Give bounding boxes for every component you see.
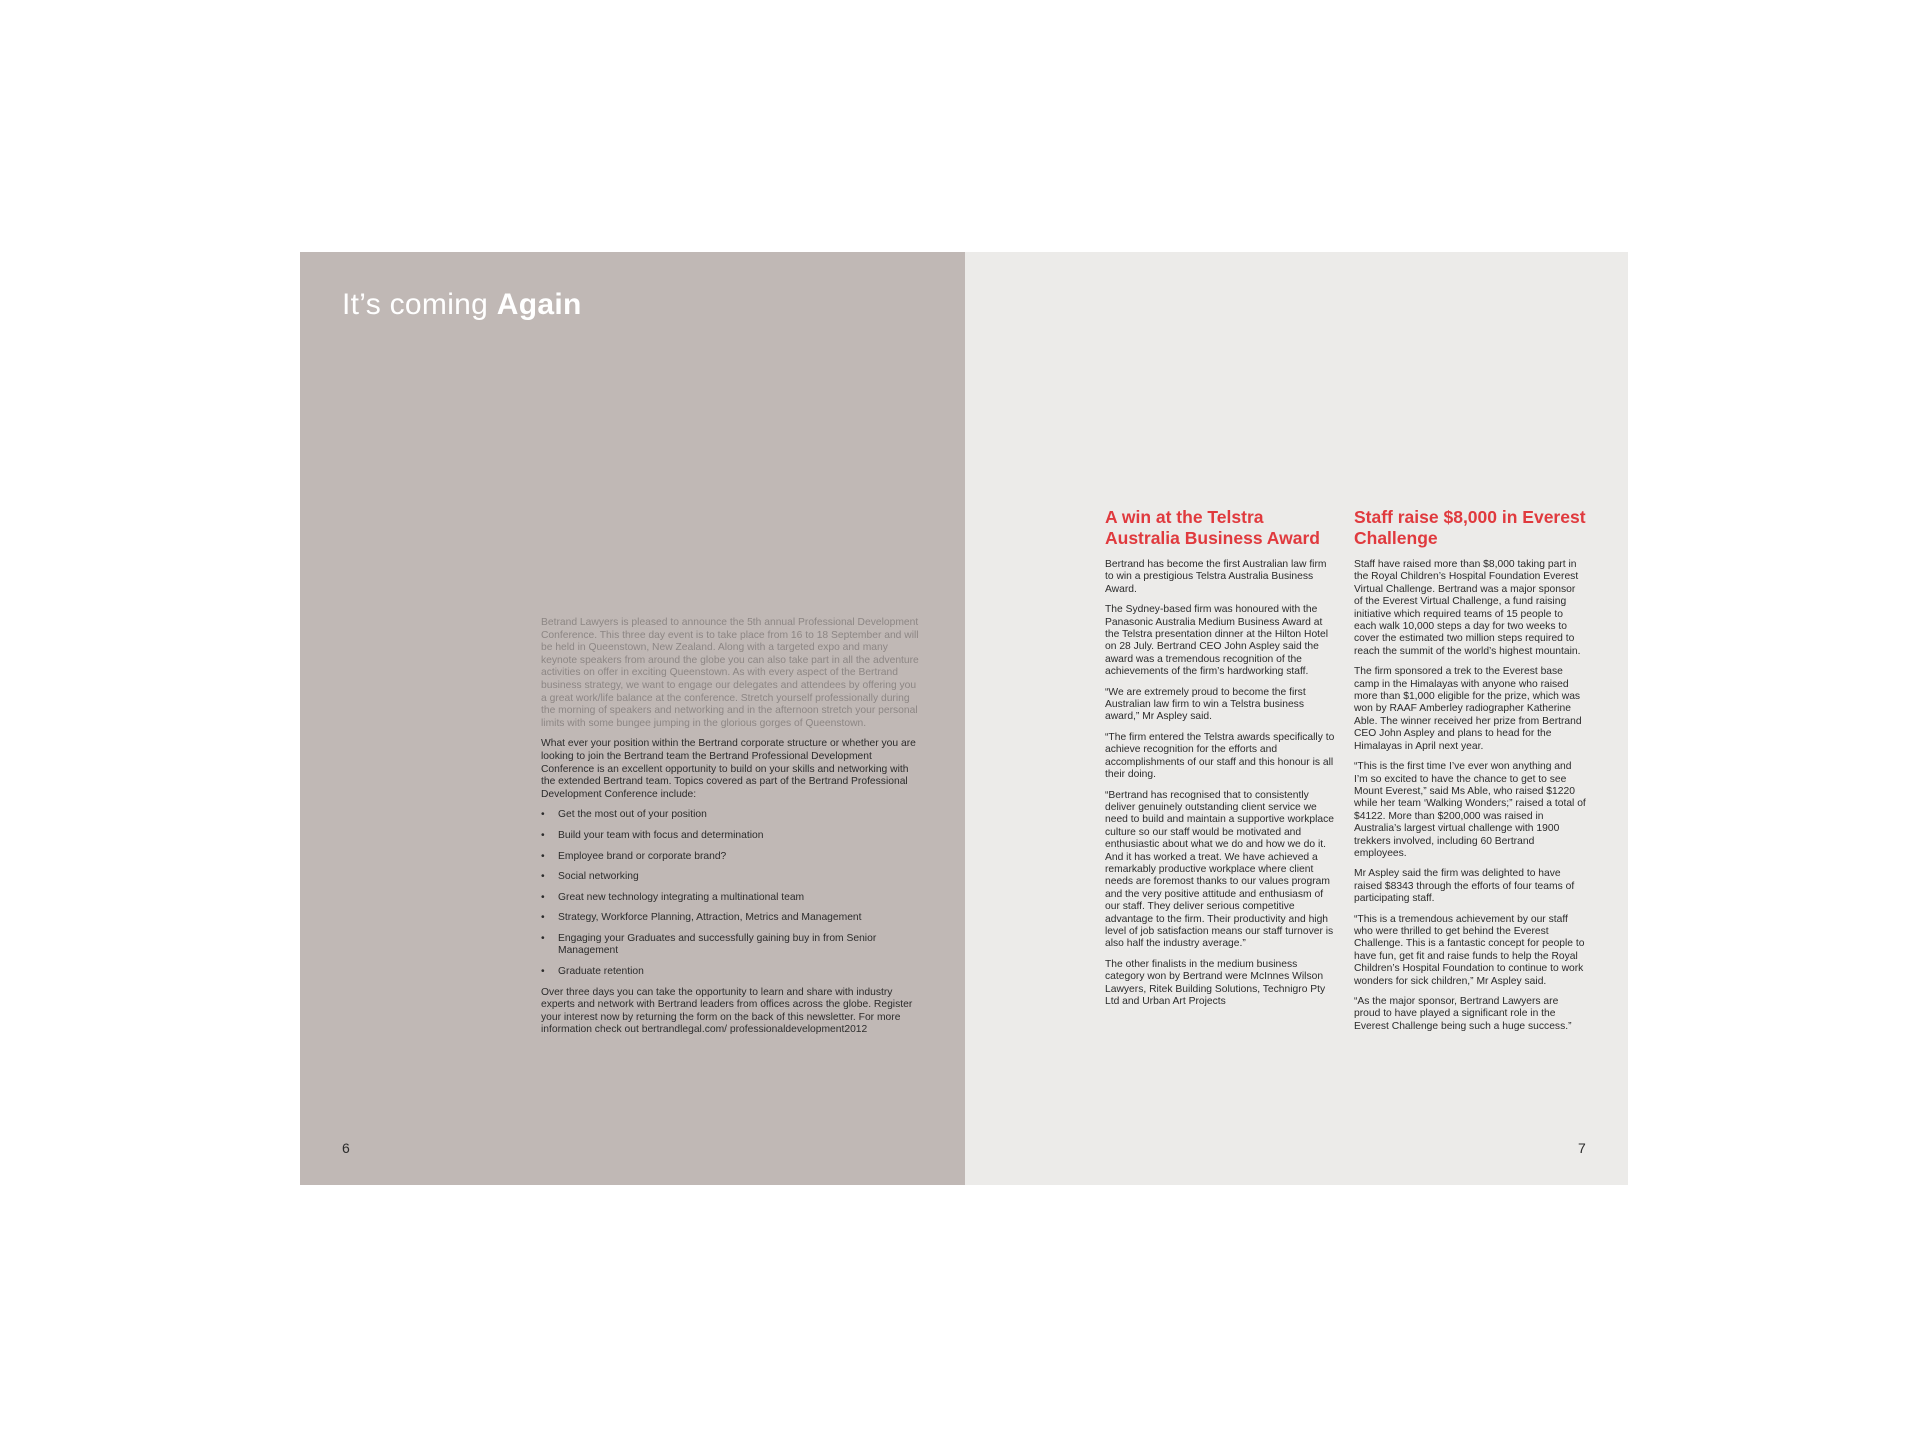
title-light: It’s coming xyxy=(342,288,489,321)
article-paragraph: “The firm entered the Telstra awards specifically to achieve recognition for the efforts and accomplishments of our staff and this honour is all their doing. xyxy=(1105,731,1335,781)
list-item-text: Employee brand or corporate brand? xyxy=(558,850,727,862)
article-paragraph: Bertrand has become the first Australian law firm to win a prestigious Telstra Australia Business Award. xyxy=(1105,559,1327,595)
article-paragraph: “As the major sponsor, Bertrand Lawyers are proud to have played a significant role in the Everest Challenge being such a huge success.” xyxy=(1354,996,1572,1032)
intro-paragraph: Betrand Lawyers is pleased to announce the 5th annual Professional Development Conference. This three day event is to take place from 16 to 18 September and will be held in Queenstown, New Zealand. Along with a targeted expo and many keynote speakers from around the globe you can also take part in all the adventure activities on offer in exciting Queenstown. As with every aspect of the Bertrand business strategy, we want to engage our delegates and attendees by offering you a great work/life balance at the conference. Stretch yourself professionally during the morning of speakers and networking and in the afternoon stretch your personal limits with some bungee jumping in the glorious gorges of Queenstown. xyxy=(541,617,919,729)
page-number: 6 xyxy=(342,1140,350,1156)
article-paragraph: “This is a tremendous achievement by our staff who were thrilled to get behind the Everest Challenge. This is a fantastic concept for people to have fun, get fit and raise funds to help the Royal Children’s Hospital Foundation to continue to work wonders for sick children,” Mr Aspley said. xyxy=(1354,913,1585,987)
bullet-icon: • xyxy=(541,912,545,924)
telstra-award-article xyxy=(1105,507,1337,1016)
left-page xyxy=(300,252,965,1185)
list-item-text: Engaging your Graduates and successfully gaining buy in from Senior Management xyxy=(558,932,877,957)
article-headline: A win at the Telstra Australia Business Award xyxy=(1105,507,1320,548)
list-item xyxy=(541,830,923,843)
list-item-text: Social networking xyxy=(558,871,639,883)
list-item-text: Graduate retention xyxy=(558,966,644,978)
bullet-icon: • xyxy=(541,809,545,821)
right-page xyxy=(965,252,1628,1185)
list-item-text: Get the most out of your position xyxy=(558,809,707,821)
topics-list xyxy=(541,809,923,978)
list-item-text: Strategy, Workforce Planning, Attraction, Metrics and Management xyxy=(558,912,862,924)
list-item xyxy=(541,871,923,884)
article-paragraph: “This is the first time I’ve ever won anything and I’m so excited to have the chance to get to see Mount Everest,” said Ms Able, who raised $1220 while her team ‘Walking Wonders;” raised a total of $4122. More than $200,000 was raised in Australia’s largest virtual challenge with 1900 trekkers involved, including 60 Bertrand employees. xyxy=(1354,761,1586,859)
page-title xyxy=(342,288,582,322)
bullet-icon: • xyxy=(541,966,545,978)
article-paragraph: Mr Aspley said the firm was delighted to have raised $8343 through the efforts of four teams of participating staff. xyxy=(1354,868,1575,905)
article-paragraph: “Bertrand has recognised that to consistently deliver genuinely outstanding client service we need to build and maintain a supportive workplace culture so our staff would be motivated and enthusiastic about what we do and how we do it. And it has worked a treat. We have achieved a remarkably productive workplace where client needs are foremost thanks to our values program and the very positive attitude and enthusiasm of our staff. They deliver serious competitive advantage to the firm. Their productivity and high level of job satisfaction means our staff turnover is also half the industry average.” xyxy=(1105,789,1334,950)
list-item xyxy=(541,851,923,864)
article-paragraph: The Sydney-based firm was honoured with the Panasonic Australia Medium Business Award at the Telstra presentation dinner at the Hilton Hotel on 28 July. Bertrand CEO John Aspley said the award was a tremendous recognition of the achievements of the firm’s hardworking staff. xyxy=(1105,604,1329,678)
list-item xyxy=(541,892,923,905)
closing-paragraph: Over three days you can take the opportunity to learn and share with industry experts and network with Bertrand leaders from offices across the globe. Register your interest now by returning the form on the back of this newsletter. For more information check out bertrandlegal.com/ professionaldevelopment2012 xyxy=(541,986,913,1036)
bullet-icon: • xyxy=(541,932,545,944)
title-bold: Again xyxy=(496,288,582,321)
page-number: 7 xyxy=(1578,1140,1586,1156)
everest-challenge-article xyxy=(1354,507,1586,1041)
bullet-icon: • xyxy=(541,871,545,883)
topics-paragraph: What ever your position within the Bertrand corporate structure or whether you are looking to join the Bertrand team the Bertrand Professional Development Conference is an excellent opportunity to build on your skills and networking with the extended Bertrand team. Topics covered as part of the Bertrand Professional Development Conference include: xyxy=(541,738,916,800)
article-paragraph: Staff have raised more than $8,000 taking part in the Royal Children’s Hospital Foundation Everest Virtual Challenge. Bertrand was a major sponsor of the Everest Virtual Challenge, a fund raising initiative which required teams of 15 people to each walk 10,000 steps a day for two weeks to cover the estimated two million steps required to reach the summit of the world’s highest mountain. xyxy=(1354,559,1581,657)
list-item-text: Great new technology integrating a multinational team xyxy=(558,891,805,903)
article-headline: Staff raise $8,000 in Everest Challenge xyxy=(1354,507,1586,548)
list-item xyxy=(541,933,923,958)
conference-article xyxy=(541,617,923,1045)
article-paragraph: “We are extremely proud to become the first Australian law firm to win a Telstra business award,” Mr Aspley said. xyxy=(1105,686,1306,723)
bullet-icon: • xyxy=(541,891,545,903)
list-item-text: Build your team with focus and determination xyxy=(558,829,764,841)
list-item xyxy=(541,912,923,925)
article-paragraph: The other finalists in the medium business category won by Bertrand were McInnes Wilson Lawyers, Ritek Building Solutions, Technigro Pty Ltd and Urban Art Projects xyxy=(1105,958,1326,1007)
list-item xyxy=(541,809,923,822)
article-paragraph: The firm sponsored a trek to the Everest base camp in the Himalayas with anyone who raised more than $1,000 eligible for the prize, which was won by RAAF Amberley radiographer Katherine Able. The winner received her prize from Bertrand CEO John Aspley and plans to head for the Himalayas in April next year. xyxy=(1354,666,1582,752)
list-item xyxy=(541,966,923,979)
magazine-spread xyxy=(300,252,1628,1185)
bullet-icon: • xyxy=(541,850,545,862)
bullet-icon: • xyxy=(541,829,545,841)
